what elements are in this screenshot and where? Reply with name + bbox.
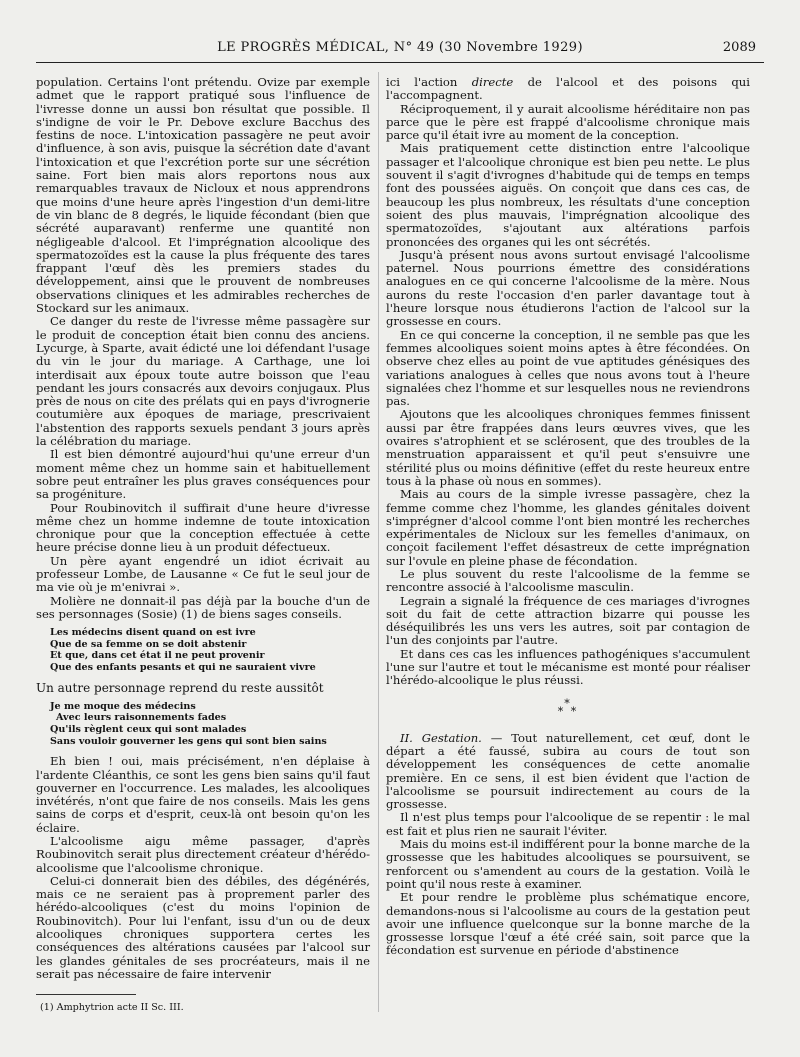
paragraph: Il n'est plus temps pour l'alcoolique de se repentir : le mal est fait et plus rien ne saurait l'éviter. bbox=[386, 810, 750, 838]
paragraph: Le plus souvent du reste l'alcoolisme de la femme se rencontre associé à l'alcoolisme masculin. bbox=[386, 566, 750, 595]
paragraph: Celui-ci donnerait bien des débiles, des dégénérés, mais ce ne seraient pas à proprement parler des hérédo-alcooliques (c'est du moins l'opinion de Roubinovitch). Pour lui l'enfant, issu d'un ou de deux alcooliques chroniques supportera certes les conséquences des altérations causées par l'alcool sur les glandes génitales de ses procréateurs, mais il ne serait pas nécessaire de faire intervenir bbox=[36, 873, 370, 981]
footnote: (1) Amphytrion acte II Sc. III. bbox=[40, 1002, 184, 1013]
header-rule bbox=[36, 62, 764, 63]
paragraph: Molière ne donnait-il pas déjà par la bouche d'un de ses personnages (Sosie) (1) de biens sages conseils. bbox=[36, 593, 370, 621]
page-header bbox=[36, 40, 764, 64]
interlude-line: Un autre personnage reprend du reste aussitôt bbox=[36, 680, 324, 695]
page-number: 2089 bbox=[722, 40, 756, 55]
paragraph: En ce qui concerne la conception, il ne semble pas que les femmes alcooliques soient moins aptes à être fécondées. On observe chez elles au point de vue aptitudes génésiques des variations analogues à celles que nous avons tout à l'heure signalées chez l'homme et sur lesquelles nous ne reviendrons pas. bbox=[386, 327, 750, 409]
paragraph: Eh bien ! oui, mais précisément, n'en déplaise à l'ardente Cléanthis, ce sont les gens bien sains qu'il faut gouverner en l'occurrence. Les malades, les alcooliques invétérés, n'ont que faire de nos conseils. Mais les gens sains de corps et d'esprit, ceux-là ont besoin qu'on les éclaire. bbox=[36, 754, 370, 835]
footnote-rule bbox=[36, 994, 136, 995]
verse-line: Je me moque des médecins bbox=[50, 700, 196, 712]
paragraph: population. Certains l'ont prétendu. Ovize par exemple admet que le rapport pratiqué sous l'influence de l'ivresse donne un aussi bon résultat que possible. Il s'indigne de voir le Pr. Debove exclure Bacchus des festins de noce. L'intoxication passagère ne peut avoir d'influence, à son avis, puisque la sécrétion date d'avant l'intoxication et que l'excrétion porte sur une sécrétion saine. Fort bien mais alors reportons nous aux remarquables travaux de Nicloux et nous apprendrons que moins d'une heure après l'ingestion d'un demi-litre de vin blanc de 8 degrés, le liquide fécondant (bien que sécrété auparavant) renferme une quantité non négligeable d'alcool. Et l'imprégnation alcoolique des spermatozoïdes est la cause la plus fréquente des tares frappant l'œuf dès les premiers stades du développement, ainsi que le prouvent de nombreuses observations cliniques et les admirables recherches de Stockard sur les animaux. bbox=[36, 75, 370, 316]
verse-quote bbox=[50, 701, 370, 747]
paragraph bbox=[386, 76, 750, 103]
paragraph: Et pour rendre le problème plus schématique encore, demandons-nous si l'alcoolisme au cours de la gestation peut avoir une influence quelconque sur la bonne marche de la grossesse lorsque l'œuf a été créé sain, soit parce que la fécondation est survenue en période d'abstinence bbox=[386, 890, 750, 958]
verse-line: Sans vouloir gouverner les gens qui sont bien sains bbox=[50, 735, 327, 747]
section-separator: * * * bbox=[557, 696, 579, 718]
column-divider bbox=[378, 72, 379, 1012]
paragraph: L'alcoolisme aigu même passager, d'après Roubinovitch serait plus directement créateur d'hérédo-alcoolisme que l'alcoolisme chronique. bbox=[36, 834, 370, 875]
paragraph: Et dans ces cas les influences pathogéniques s'accumulent l'une sur l'autre et tout le mécanisme est monté pour réaliser l'hérédo-alcoolique le plus réussi. bbox=[386, 646, 750, 688]
journal-title: LE PROGRÈS MÉDICAL, N° 49 (30 Novembre 1929) bbox=[217, 40, 583, 55]
verse-line: Les médecins disent quand on est ivre bbox=[50, 627, 256, 639]
verse-line: Avec leurs raisonnements fades bbox=[56, 712, 227, 724]
section-heading: II. Gestation. bbox=[400, 730, 482, 745]
text-run: ici l'action bbox=[386, 75, 472, 89]
verse-line: Qu'ils règlent ceux qui sont malades bbox=[50, 724, 247, 736]
text-run: de l'alcool et des poisons qui l'accompagnent. bbox=[386, 75, 750, 103]
paragraph: Ce danger du reste de l'ivresse même passagère sur le produit de conception était bien connu des anciens. Lycurge, à Sparte, avait édicté une loi défendant l'usage du vin le jour du mariage. A Carthage, une loi interdisait aux époux toute autre boisson que l'eau pendant les jours consacrés aux devoirs conjugaux. Plus près de nous on cite des prélats qui en pays d'ivrognerie coutumière aux époques de mariage, prescrivaient l'abstention des rapports sexuels pendant 3 jours après la célébration du mariage. bbox=[36, 314, 370, 449]
verse-line: Que de sa femme on se doit abstenir bbox=[50, 638, 247, 650]
paragraph: Un père ayant engendré un idiot écrivait au professeur Lombe, de Lausanne « Ce fut le seul jour de ma vie où je m'enivrai ». bbox=[36, 553, 370, 595]
text-run: — Tout naturellement, cet œuf, dont le départ a été faussé, subira au cours de tout son développement les conséquences de cette anomalie première. En ce sens, il est bien évident que l'action de l'alcoolisme se poursuit indirectement au cours de la grossesse. bbox=[386, 730, 750, 812]
paragraph: Ajoutons que les alcooliques chroniques femmes finissent aussi par être frappées dans leurs œuvres vives, que les ovaires s'atrophient et se sclérosent, que des troubles de la menstruation apparaissent et qu'il peut s'ensuivre une stérilité plus ou moins définitive (effet du reste heureux entre tous à la phase où nous en sommes). bbox=[386, 407, 750, 488]
verse-quote bbox=[50, 627, 370, 673]
paragraph: Réciproquement, il y aurait alcoolisme héréditaire non pas parce que le père est frappé d'alcoolisme chronique mais parce qu'il était ivre au moment de la conception. bbox=[386, 101, 750, 143]
verse-line: Et que, dans cet état il ne peut provenir bbox=[50, 650, 265, 662]
paragraph: Jusqu'à présent nous avons surtout envisagé l'alcoolisme paternel. Nous pourrions émettre des considérations analogues en ce qui concerne l'alcoolisme de la mère. Nous aurons du reste l'occasion d'en parler davantage tout à l'heure lorsque nous étudierons l'action de l'alcool sur la grossesse en cours. bbox=[386, 247, 750, 329]
paragraph: Pour Roubinovitch il suffirait d'une heure d'ivresse même chez un homme indemne de toute intoxication chronique pour que la conception effectuée à cette heure précise donne lieu à un produit défectueux. bbox=[36, 500, 370, 555]
paragraph: Legrain a signalé la fréquence de ces mariages d'ivrognes soit du fait de cette attraction bizarre qui pousse les déséquilibrés les uns vers les autres, soit par contagion de l'un des conjoints par l'autre. bbox=[386, 593, 750, 648]
paragraph bbox=[386, 732, 750, 812]
paragraph: Mais au cours de la simple ivresse passagère, chez la femme comme chez l'homme, les glandes génitales doivent s'imprégner d'alcool comme l'ont bien montré les recherches expérimentales de Nicloux sur les femelles d'animaux, on conçoit facilement l'effet désastreux de cette imprégnation sur l'ovule en pleine phase de fécondation. bbox=[386, 487, 750, 568]
paragraph: Il est bien démontré aujourd'hui qu'une erreur d'un moment même chez un homme sain et habituellement sobre peut entraîner les plus graves conséquences pour sa progéniture. bbox=[36, 447, 370, 502]
left-column bbox=[36, 76, 370, 981]
paragraph: Mais pratiquement cette distinction entre l'alcoolique passager et l'alcoolique chronique est bien peu nette. Le plus souvent il s'agit d'ivrognes d'habitude qui de temps en temps font des poussées aiguës. On conçoit que dans ces cas, de beaucoup les plus nombreux, les résultats d'une conception soient des plus mauvais, l'imprégnation alcoolique des spermatozoïdes, s'ajoutant aux altérations parfois prononcées des organes qui les ont sécrétés. bbox=[386, 141, 750, 249]
verse-line: Que des enfants pesants et qui ne sauraient vivre bbox=[50, 661, 316, 673]
paragraph: Mais du moins est-il indifférent pour la bonne marche de la grossesse que les habitudes alcooliques se poursuivent, se renforcent ou s'amendent au cours de la gestation. Voilà le point qu'il nous reste à examiner. bbox=[386, 837, 750, 891]
right-column bbox=[386, 76, 750, 958]
emphasis: directe bbox=[471, 75, 514, 89]
